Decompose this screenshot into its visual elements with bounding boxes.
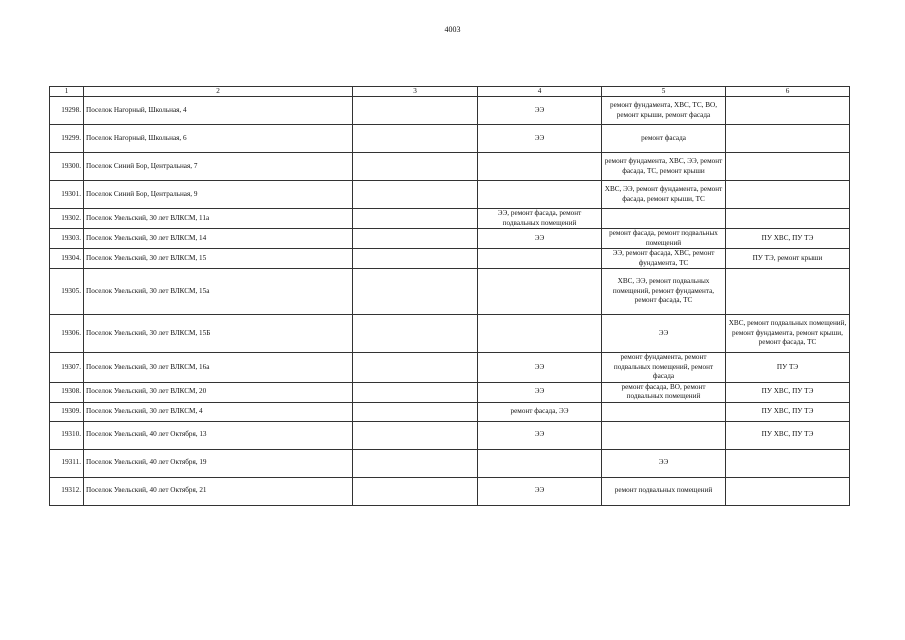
row-col3 [353,421,478,449]
row-col6: ПУ ХВС, ПУ ТЭ [726,402,850,421]
row-col5: ЭЭ [602,449,726,477]
col-header-3: 3 [353,87,478,97]
row-number: 19308. [50,382,84,402]
row-col5: ХВС, ЭЭ, ремонт подвальных помещений, ремонт фундамента, ремонт фасада, ТС [602,269,726,315]
row-col6: ПУ ХВС, ПУ ТЭ [726,229,850,249]
row-col5: ремонт фундамента, ХВС, ЭЭ, ремонт фасада, ТС, ремонт крыши [602,153,726,181]
table-row [50,421,850,449]
row-col4 [478,249,602,269]
row-col4 [478,181,602,209]
row-col3 [353,315,478,353]
row-number: 19311. [50,449,84,477]
row-col4 [478,449,602,477]
row-address: Поселок Увельский, 30 лет ВЛКСМ, 15Б [84,315,353,353]
row-number: 19301. [50,181,84,209]
row-number: 19307. [50,353,84,383]
row-col3 [353,249,478,269]
row-number: 19309. [50,402,84,421]
row-col6: ПУ ХВС, ПУ ТЭ [726,382,850,402]
row-col6 [726,97,850,125]
table-row [50,382,850,402]
row-col6 [726,181,850,209]
row-col6 [726,449,850,477]
row-col6 [726,477,850,505]
table-row [50,125,850,153]
row-number: 19300. [50,153,84,181]
row-col4: ремонт фасада, ЭЭ [478,402,602,421]
row-col3 [353,477,478,505]
row-col6 [726,153,850,181]
table-row [50,97,850,125]
row-col3 [353,269,478,315]
row-col6 [726,269,850,315]
row-address: Поселок Синий Бор, Центральная, 7 [84,153,353,181]
row-col3 [353,229,478,249]
row-col5: ЭЭ [602,315,726,353]
col-header-6: 6 [726,87,850,97]
row-col3 [353,449,478,477]
row-col6 [726,209,850,229]
row-address: Поселок Нагорный, Школьная, 6 [84,125,353,153]
row-col5 [602,421,726,449]
row-col5: ремонт фундамента, ремонт подвальных помещений, ремонт фасада [602,353,726,383]
table-row [50,353,850,383]
row-col4 [478,269,602,315]
row-col5: ремонт подвальных помещений [602,477,726,505]
row-address: Поселок Синий Бор, Центральная, 9 [84,181,353,209]
page-number: 4003 [444,25,461,34]
table-row [50,229,850,249]
row-number: 19305. [50,269,84,315]
row-address: Поселок Увельский, 30 лет ВЛКСМ, 4 [84,402,353,421]
row-address: Поселок Увельский, 30 лет ВЛКСМ, 16а [84,353,353,383]
row-col5: ремонт фасада [602,125,726,153]
row-number: 19299. [50,125,84,153]
row-number: 19312. [50,477,84,505]
row-col3 [353,209,478,229]
row-col5: ЭЭ, ремонт фасада, ХВС, ремонт фундамента, ТС [602,249,726,269]
row-number: 19310. [50,421,84,449]
row-col5: ремонт фундамента, ХВС, ТС, ВО, ремонт крыши, ремонт фасада [602,97,726,125]
table-row [50,269,850,315]
row-col4: ЭЭ [478,421,602,449]
register-table [49,86,850,506]
row-col6: ПУ ХВС, ПУ ТЭ [726,421,850,449]
row-col4: ЭЭ [478,229,602,249]
row-col3 [353,97,478,125]
row-col6: ХВС, ремонт подвальных помещений, ремонт фундамента, ремонт крыши, ремонт фасада, ТС [726,315,850,353]
row-col6 [726,125,850,153]
row-col4: ЭЭ, ремонт фасада, ремонт подвальных помещений [478,209,602,229]
row-col5: ХВС, ЭЭ, ремонт фундамента, ремонт фасада, ремонт крыши, ТС [602,181,726,209]
row-col4: ЭЭ [478,382,602,402]
row-col4: ЭЭ [478,353,602,383]
row-address: Поселок Увельский, 30 лет ВЛКСМ, 15 [84,249,353,269]
row-number: 19304. [50,249,84,269]
col-header-4: 4 [478,87,602,97]
row-col4: ЭЭ [478,97,602,125]
row-col5 [602,402,726,421]
col-header-1: 1 [50,87,84,97]
row-col5 [602,209,726,229]
row-address: Поселок Увельский, 30 лет ВЛКСМ, 20 [84,382,353,402]
row-address: Поселок Нагорный, Школьная, 4 [84,97,353,125]
table-row [50,315,850,353]
row-address: Поселок Увельский, 30 лет ВЛКСМ, 15а [84,269,353,315]
header-row [50,87,850,97]
row-col3 [353,382,478,402]
row-col4: ЭЭ [478,477,602,505]
row-number: 19306. [50,315,84,353]
row-number: 19298. [50,97,84,125]
row-address: Поселок Увельский, 30 лет ВЛКСМ, 14 [84,229,353,249]
row-address: Поселок Увельский, 30 лет ВЛКСМ, 11а [84,209,353,229]
table-row [50,249,850,269]
table-row [50,153,850,181]
row-col3 [353,402,478,421]
row-col3 [353,353,478,383]
row-col4: ЭЭ [478,125,602,153]
row-col6: ПУ ТЭ, ремонт крыши [726,249,850,269]
table-row [50,402,850,421]
row-address: Поселок Увельский, 40 лет Октября, 21 [84,477,353,505]
row-col5: ремонт фасада, ремонт подвальных помещений [602,229,726,249]
row-col3 [353,181,478,209]
row-col3 [353,153,478,181]
col-header-2: 2 [84,87,353,97]
table-row [50,209,850,229]
row-address: Поселок Увельский, 40 лет Октября, 19 [84,449,353,477]
row-address: Поселок Увельский, 40 лет Октября, 13 [84,421,353,449]
table-row [50,449,850,477]
row-col3 [353,125,478,153]
row-col5: ремонт фасада, ВО, ремонт подвальных помещений [602,382,726,402]
row-col4 [478,153,602,181]
table-row [50,181,850,209]
row-col4 [478,315,602,353]
table-row [50,477,850,505]
row-number: 19302. [50,209,84,229]
row-col6: ПУ ТЭ [726,353,850,383]
row-number: 19303. [50,229,84,249]
col-header-5: 5 [602,87,726,97]
